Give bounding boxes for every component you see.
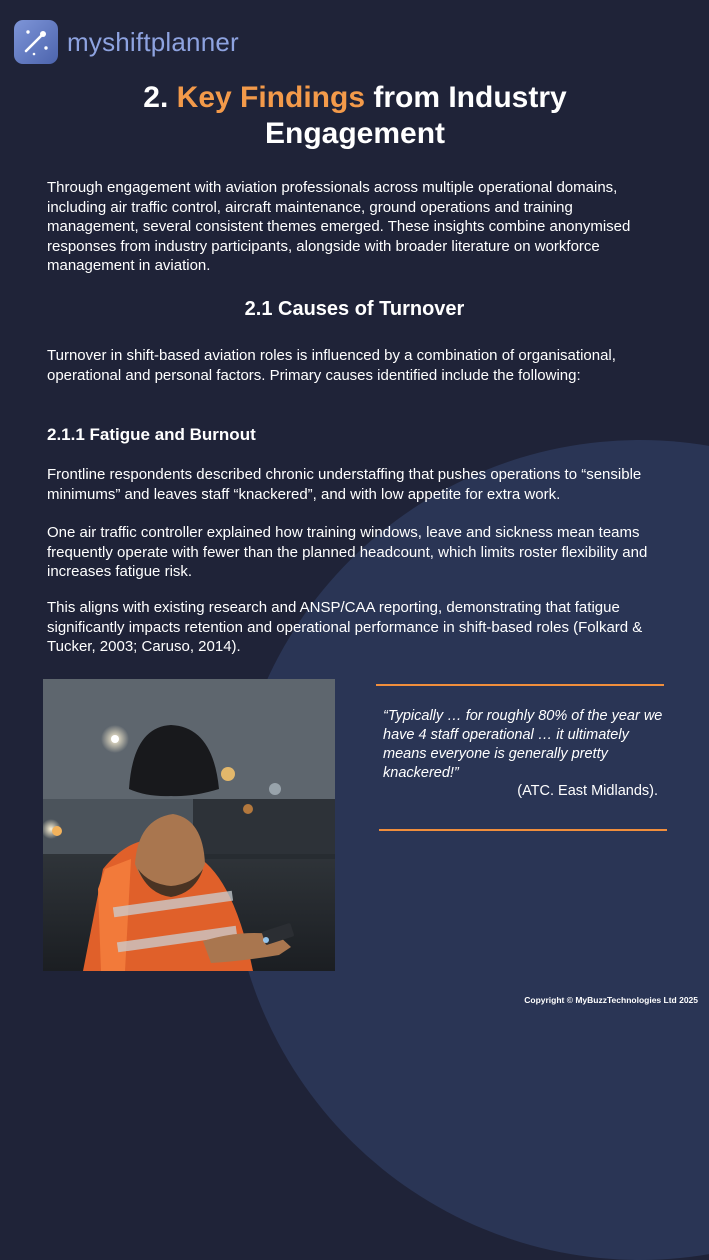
title-suffix: from Industry Engagement [264, 81, 567, 150]
shift-planner-logo-icon [14, 20, 58, 64]
causes-paragraph: Turnover in shift-based aviation roles is influenced by a combination of organisational, operational and personal factors. Primary causes identified include the following: [47, 347, 616, 384]
fatigue-paragraph-1: Frontline respondents described chronic understaffing that pushes operations to “sensible minimums” and leaves staff “knackered”, and with low appetite for extra work. [47, 466, 642, 503]
title-prefix: 2. [143, 81, 177, 114]
subsection-heading-fatigue: 2.1.1 Fatigue and Burnout [47, 425, 256, 444]
page-title [90, 80, 620, 152]
worker-photo [43, 679, 335, 971]
quote-source: (ATC. East Midlands). [517, 783, 658, 799]
fatigue-paragraph-2: One air traffic controller explained how training windows, leave and sickness mean teams frequently operate with fewer than the planned headcount, which limits roster flexibility and increases fatigue risk. [47, 524, 648, 580]
copyright-notice: Copyright © MyBuzzTechnologies Ltd 2025 [524, 995, 698, 1005]
quote-top-rule [376, 684, 664, 686]
brand-logo [14, 20, 239, 64]
brand-name-part1: my [67, 27, 103, 57]
fatigue-paragraph-3: This aligns with existing research and ANSP/CAA reporting, demonstrating that fatigue significantly impacts retention and operational performance in shift-based roles (Folkard & Tucker, 2003; Caruso, 2014). [47, 599, 643, 655]
title-accent: Key Findings [176, 81, 366, 114]
brand-name [67, 29, 239, 55]
section-heading-causes: 2.1 Causes of Turnover [244, 298, 465, 320]
brand-name-part3: planner [150, 27, 239, 57]
quote-text: “Typically … for roughly 80% of the year we have 4 staff operational … it ultimately means everyone is generally pretty knackered!” [383, 708, 663, 781]
brand-name-part2: shift [102, 27, 151, 57]
quote-bottom-rule [379, 829, 667, 831]
intro-paragraph: Through engagement with aviation professionals across multiple operational domains, including air traffic control, aircraft maintenance, ground operations and training management, several consistent themes emerged. These insights combine anonymised responses from industry participants, alongside with broader literature on workforce management in aviation. [47, 179, 631, 274]
